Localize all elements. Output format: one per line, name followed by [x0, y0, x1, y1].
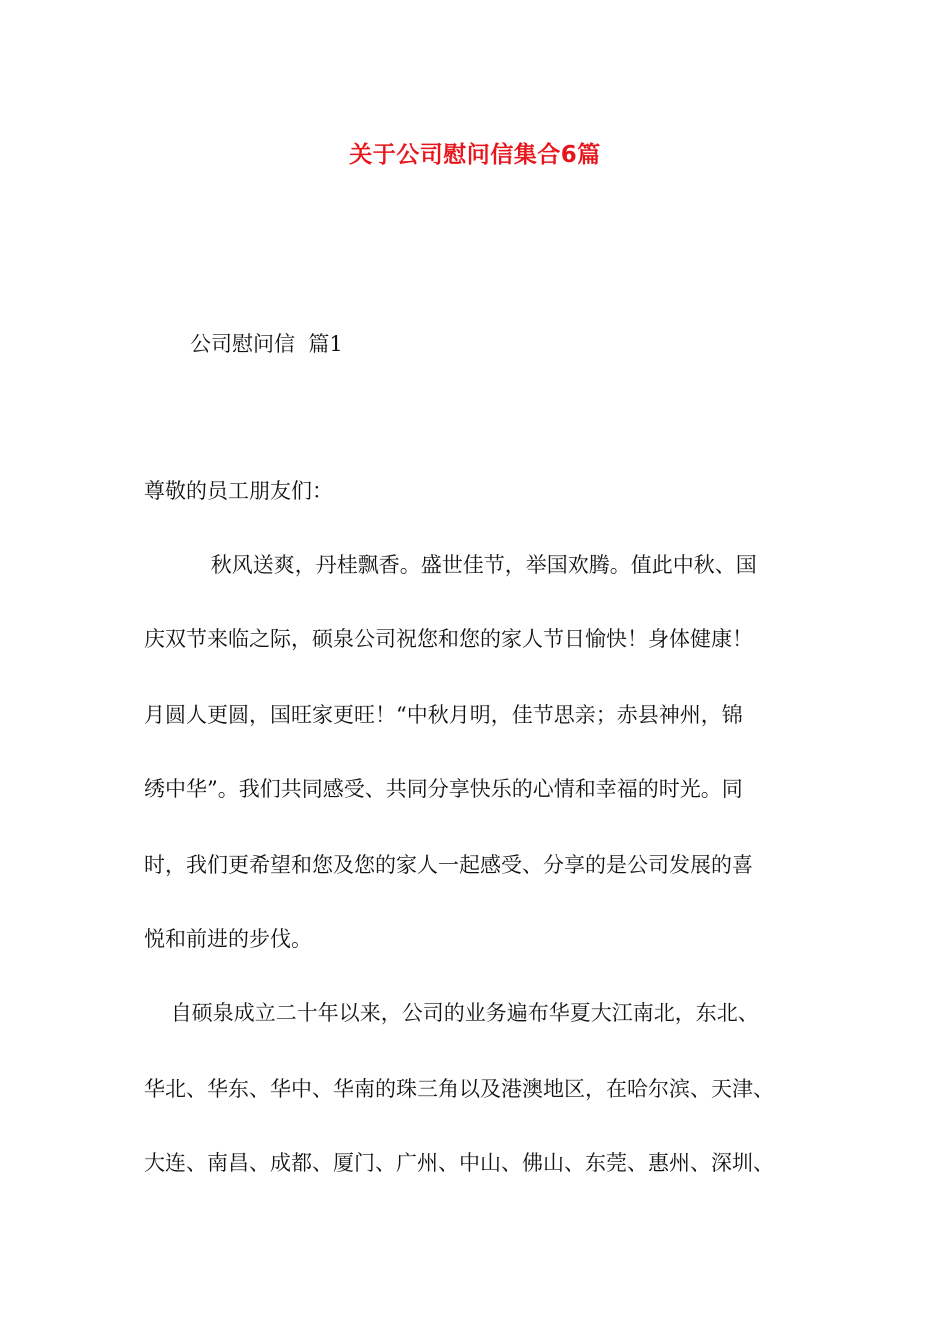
- paragraph-line: 月圆人更圆，国旺家更旺！“中秋月明，佳节思亲；赤县神州，锦: [144, 703, 743, 727]
- paragraph-line: 华北、华东、华中、华南的珠三角以及港澳地区，在哈尔滨、天津、: [144, 1077, 774, 1101]
- document-title: 关于公司慰问信集合6篇: [349, 142, 601, 168]
- paragraph-line: 大连、南昌、成都、厦门、广州、中山、佛山、东莞、惠州、深圳、: [144, 1151, 774, 1175]
- salutation: 尊敬的员工朋友们：: [144, 479, 333, 503]
- paragraph-line: 时，我们更希望和您及您的家人一起感受、分享的是公司发展的喜: [144, 853, 753, 877]
- paragraph-line: 自硕泉成立二十年以来，公司的业务遍布华夏大江南北，东北、: [144, 1001, 759, 1025]
- paragraph-line: 悦和前进的步伐。: [144, 927, 312, 951]
- paragraph-line: 绣中华”。我们共同感受、共同分享快乐的心情和幸福的时光。同: [144, 777, 743, 801]
- section-heading: 公司慰问信 篇1: [190, 332, 343, 356]
- paragraph-line: 庆双节来临之际，硕泉公司祝您和您的家人节日愉快！身体健康！: [144, 627, 753, 651]
- paragraph-line: 秋风送爽，丹桂飘香。盛世佳节，举国欢腾。值此中秋、国: [144, 553, 757, 577]
